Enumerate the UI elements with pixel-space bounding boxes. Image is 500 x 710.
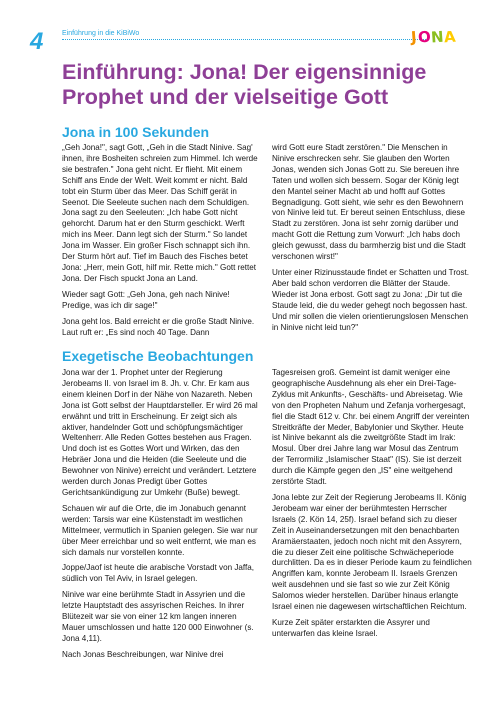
section-heading-jona-100: Jona in 100 Sekunden [62, 124, 210, 140]
section1-right-column [272, 143, 472, 338]
paragraph: Tagesreisen groß. Gemeint ist damit weniger eine geographische Ausdehnung als eher ein Drei-Tage-Zyklus mit Ankunfts-, Geschäfts- und Abreisetag. Wie von den Propheten Nahum und Zefanja vorhergesagt, fiel die Stadt 612 v. Chr. bei einem Angriff der vereinten Streitkräfte der Meder, Babylonier und Skyther. Heute ist Ninive bekannt als die zweitgrößte Stadt im Irak: Mosul. Über drei Jahre lang war Mosul das Zentrum der Terrormiliz „Islamischer Staat" (IS). Sie ist derzeit durch die Kämpfe gegen den „IS" eine weitgehend zerstörte Stadt. [272, 368, 470, 487]
paragraph: Schauen wir auf die Orte, die im Jonabuch genannt werden: Tarsis war eine Küstenstadt im westlichen Mittelmeer, vermutlich in Spanien gelegen. Sie war nur über Meer erreichbar und so weit entfernt, wie man es sich damals nur vorstellen konnte. [62, 503, 258, 557]
page-title: Einführung: Jona! Der eigensinnige Prophet und der vielseitige Gott [62, 60, 427, 109]
paragraph: Jona geht los. Bald erreicht er die große Stadt Ninive. Laut ruft er: „Es sind noch 40 Tage. Dann [62, 316, 255, 337]
paragraph: wird Gott eure Stadt zerstören." Die Menschen in Ninive erschrecken sehr. Sie glauben den Worten Jonas, wenden sich Jonas Gott zu. Sie bereuen ihre Taten und wollen sich bessern. Sogar der König legt den Mantel seiner Macht ab und hofft auf Gottes Begnadigung. Gott sieht, wie sehr es den Bewohnern von Ninive leid tut. Er bereut seinen Entschluss, diese Stadt zu zerstören. Jona ist sehr zornig darüber und macht Gott die Rettung zum Vorwurf: „Ich habs doch gleich gewusst, dass du barmherzig bist und die Stadt verschonen wirst!" [272, 143, 466, 262]
section2-left-column [62, 368, 259, 666]
paragraph: Kurze Zeit später erstarkten die Assyrer und unterwarfen das kleine Israel. [272, 617, 430, 638]
page-number: 4 [30, 28, 44, 55]
section2-right-column [272, 368, 472, 645]
header-divider [62, 39, 426, 40]
section-heading-exegetische: Exegetische Beobachtungen [62, 348, 254, 364]
paragraph: Joppe/Jaof ist heute die arabische Vorstadt von Jaffa, südlich von Tel Aviv, in Israel gelegen. [62, 563, 254, 584]
running-title: Einführung in die KiBiWo [62, 30, 140, 37]
jona-logo: JONA [410, 27, 457, 47]
paragraph: Nach Jonas Beschreibungen, war Ninive drei [62, 649, 224, 659]
section1-left-column [62, 143, 259, 343]
paragraph: Ninive war eine berühmte Stadt in Assyrien und die letzte Hauptstadt des assyrischen Reiches. In ihrer Blütezeit war sie von einer 12 km langen inneren Mauer umschlossen und hatte 120 000 Einwohner (s. Jona 4,11). [62, 590, 254, 643]
paragraph: Wieder sagt Gott: „Geh Jona, geh nach Ninive! Predige, was ich dir sage!" [62, 289, 230, 310]
paragraph: „Geh Jona!", sagt Gott, „Geh in die Stadt Ninive. Sag' ihnen, ihre Bosheiten schreien zum Himmel. Ich werde sie bestrafen." Jona geht nicht. Er flieht. Mit einem Schiff ans Ende der Welt. Weit kommt er nicht. Bald tobt ein Sturm über das Meer. Das Schiff gerät in Seenot. Die Seeleute suchen nach dem Schuldigen. Jona sagt zu den Seeleuten: „Ich habe Gott nicht gehorcht. Darum hat er den Sturm geschickt. Werft mich ins Meer. Dann legt sich der Sturm." So landet Jona im Wasser. Ein großer Fisch schnappt sich ihn. Der Sturm hört auf. Tief im Bauch des Fisches betet Jona: „Herr, mein Gott, hilf mir. Rette mich." Gott rettet Jona. Der Fisch spuckt Jona an Land. [62, 143, 258, 283]
paragraph: Jona lebte zur Zeit der Regierung Jerobeams II. König Jerobeam war einer der berühmtesten Herrscher Israels (2. Kön 14, 25f). Israel befand sich zu dieser Zeit in Auseinandersetzungen mit den benachbarten Aramäerstaaten, jedoch noch nicht mit den Assyrern, die zu dieser Zeit eine politische Schwächeperiode durchlitten. Da es in dieser Periode kaum zu feindlichen Angriffen kam, konnte Jerobeam II. Israels Grenzen weit ausdehnen und sie fast so wie zur Zeit König Salomos wieder herstellen. Darüber hinaus erlangte Israel einen nie dagewesen wirtschaftlichen Reichtum. [272, 492, 472, 612]
paragraph: Jona war der 1. Prophet unter der Regierung Jerobeams II. von Israel im 8. Jh. v. Chr. Er kam aus einem kleinen Dorf in der Nähe von Nazareth. Neben Jona ist Gott selbst der Hauptdarsteller. Er wird 26 mal erwähnt und tritt in Erscheinung. Er zeigt sich als aktiver, handelnder Gott und schöpfungsmächtiger Weltenherr. Alle Reden Gottes bestehen aus Fragen. Und doch ist es Gottes Wort und Wirken, das den Hebräer Jona und die Heiden (die Seeleute und die Bewohner von Ninive) erreicht und verändert. Letztere werden durch Jonas Predigt über Gottes Gerichtsankündigung zur Umkehr (Buße) bewegt. [62, 368, 258, 497]
paragraph: Unter einer Rizinusstaude findet er Schatten und Trost. Aber bald schon verdorren die Blätter der Staude. Wieder ist Jona erbost. Gott sagt zu Jona: „Dir tut die Staude leid, die du weder gehegt noch begossen hast. Und mir sollen die vielen orientierungslosen Menschen in Ninive nicht leid tun?" [272, 267, 470, 332]
